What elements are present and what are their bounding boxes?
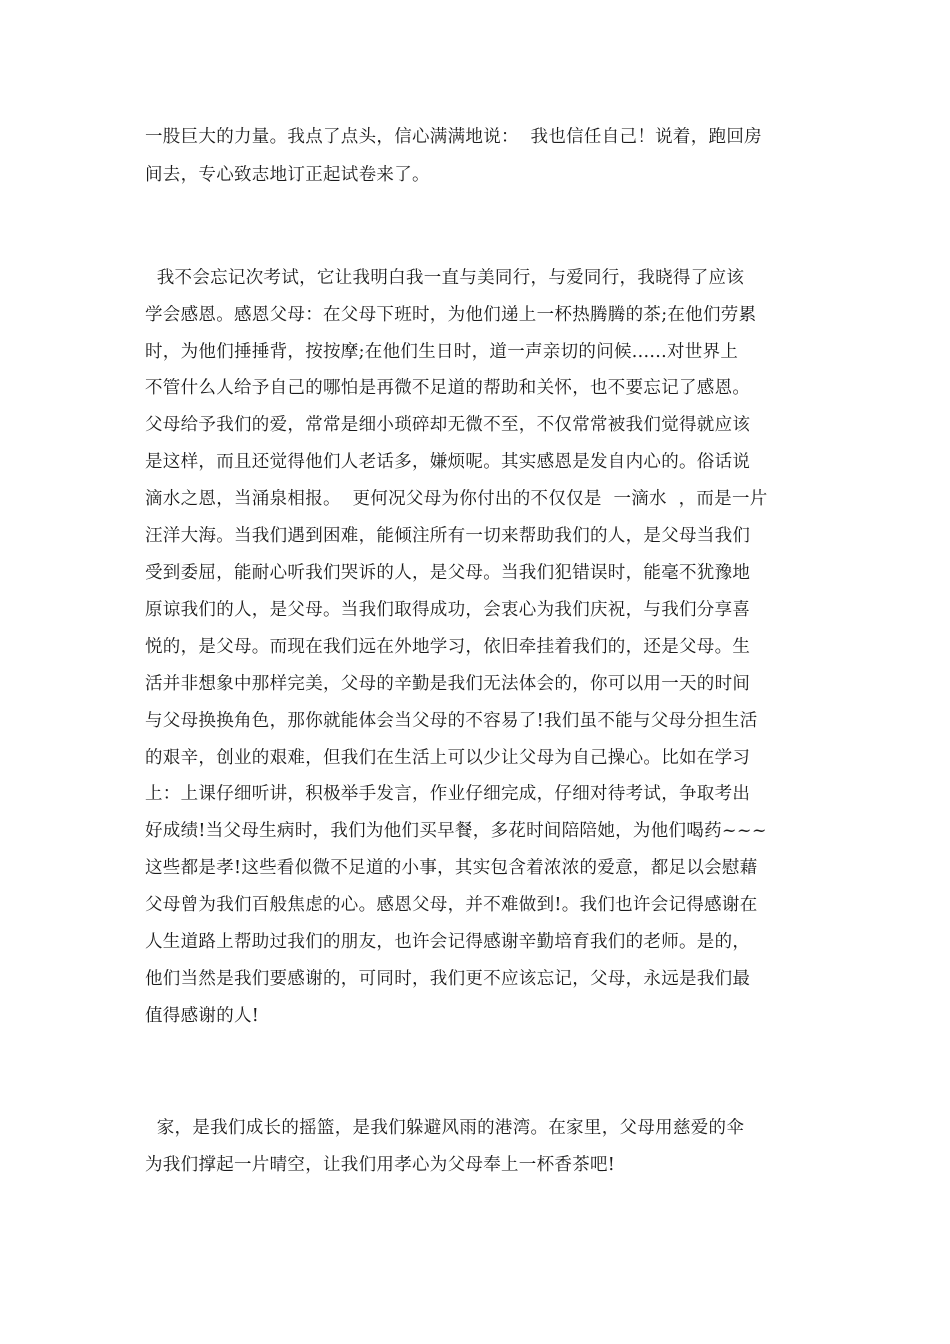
paragraph-2-line-17: 这些都是孝!这些看似微不足道的小事，其实包含着浓浓的爱意，都足以会慰藉 (145, 858, 758, 878)
paragraph-3-line-2: 为我们撑起一片晴空，让我们用孝心为父母奉上一杯香茶吧! (145, 1155, 616, 1175)
paragraph-2-line-11: 悦的，是父母。而现在我们远在外地学习，依旧牵挂着我们的，还是父母。生 (145, 637, 751, 657)
paragraph-2-line-9: 受到委屈，能耐心听我们哭诉的人，是父母。当我们犯错误时，能毫不犹豫地 (145, 563, 751, 583)
paragraph-2-line-14: 的艰辛，创业的艰难，但我们在生活上可以少让父母为自己操心。比如在学习 (145, 748, 751, 768)
paragraph-2-line-4: 不管什么人给予自己的哪怕是再微不足道的帮助和关怀，也不要忘记了感恩。 (145, 378, 751, 398)
paragraph-2-line-20: 他们当然是我们要感谢的，可同时，我们更不应该忘记，父母，永远是我们最 (145, 969, 751, 989)
paragraph-2-line-12: 活并非想象中那样完美，父母的辛勤是我们无法体会的，你可以用一天的时间 (145, 674, 751, 694)
paragraph-2-line-18: 父母曾为我们百般焦虑的心。感恩父母，并不难做到!。我们也许会记得感谢在 (145, 895, 758, 915)
paragraph-2-line-3: 时，为他们捶捶背，按按摩;在他们生日时，道一声亲切的问候......对世界上 (145, 342, 739, 362)
paragraph-2-line-7: 滴水之恩，当涌泉相报。 更何况父母为你付出的不仅仅是 一滴水 ，而是一片 (145, 489, 768, 509)
paragraph-2-line-6: 是这样，而且还觉得他们人老话多，嫌烦呢。其实感恩是发自内心的。俗话说 (145, 452, 751, 472)
paragraph-1-line-2: 间去，专心致志地订正起试卷来了。 (145, 165, 430, 185)
paragraph-2-line-1: 我不会忘记次考试，它让我明白我一直与美同行，与爱同行，我晓得了应该 (145, 268, 745, 288)
paragraph-2-line-19: 人生道路上帮助过我们的朋友，也许会记得感谢辛勤培育我们的老师。是的， (145, 932, 751, 952)
paragraph-2-line-16: 好成绩!当父母生病时，我们为他们买早餐，多花时间陪陪她，为他们喝药~~~ (145, 821, 767, 841)
paragraph-2-line-8: 汪洋大海。当我们遇到困难，能倾注所有一切来帮助我们的人，是父母当我们 (145, 526, 751, 546)
paragraph-1-line-1: 一股巨大的力量。我点了点头，信心满满地说： 我也信任自己！说着，跑回房 (145, 127, 762, 147)
paragraph-2-line-15: 上：上课仔细听讲，积极举手发言，作业仔细完成，仔细对待考试，争取考出 (145, 784, 751, 804)
paragraph-2-line-13: 与父母换换角色，那你就能体会当父母的不容易了!我们虽不能与父母分担生活 (145, 711, 758, 731)
paragraph-2-line-2: 学会感恩。感恩父母：在父母下班时，为他们递上一杯热腾腾的茶;在他们劳累 (145, 305, 757, 325)
paragraph-3-line-1: 家，是我们成长的摇篮，是我们躲避风雨的港湾。在家里，父母用慈爱的伞 (145, 1118, 745, 1138)
paragraph-2-line-21: 值得感谢的人! (145, 1006, 260, 1026)
paragraph-2-line-10: 原谅我们的人，是父母。当我们取得成功，会衷心为我们庆祝，与我们分享喜 (145, 600, 751, 620)
paragraph-2-line-5: 父母给予我们的爱，常常是细小琐碎却无微不至，不仅常常被我们觉得就应该 (145, 415, 751, 435)
